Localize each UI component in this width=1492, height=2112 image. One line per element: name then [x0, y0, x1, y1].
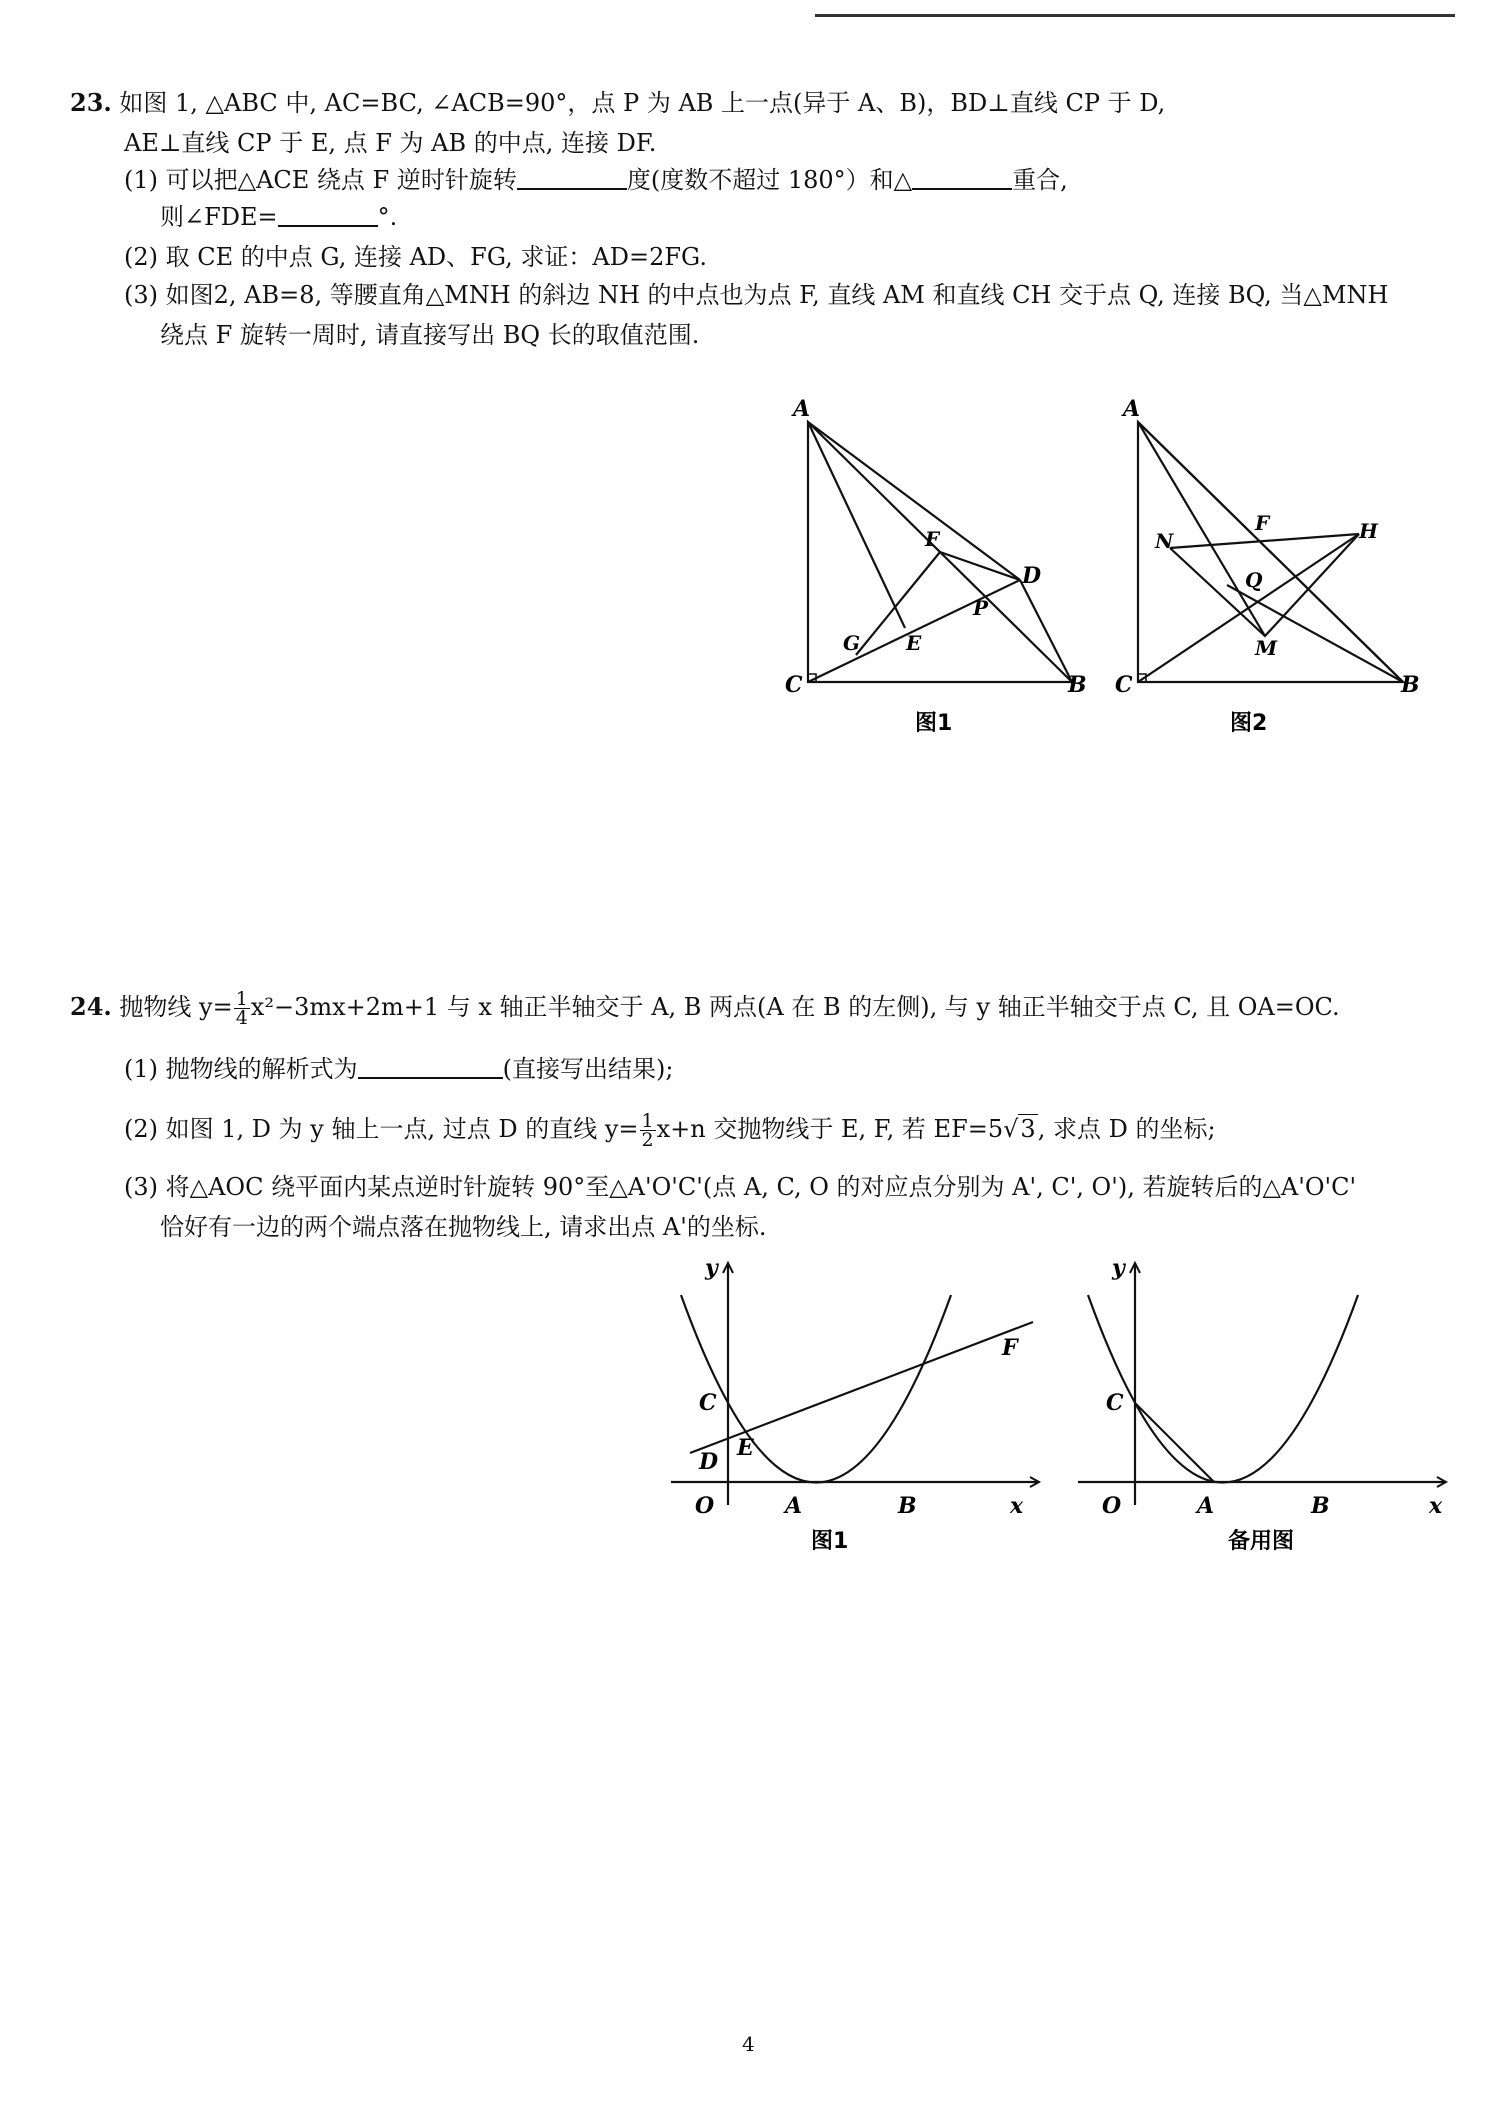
q23-f2-label-f: F: [1255, 511, 1270, 535]
q23-part1-text-c: 重合,: [1012, 166, 1068, 194]
q24-f2-caption: 备用图: [1228, 1529, 1295, 1554]
q24-p2-frac-numerator: 1: [641, 1110, 654, 1132]
q23-blank-degree[interactable]: [517, 166, 627, 190]
q24-stem-b: x²−3mx+2m+1 与 x 轴正半轴交于 A, B 两点(A 在 B 的左侧), 与 y 轴正半轴交于点 C, 且 OA=OC.: [250, 993, 1340, 1021]
q23-f2-caption: 图2: [1230, 711, 1268, 736]
q24-part1: [124, 1052, 673, 1086]
q23-part1-text-e: °.: [377, 203, 398, 231]
q23-f2-label-a: A: [1123, 396, 1141, 422]
segment-fd: [940, 552, 1020, 580]
q24-part2-fraction: [640, 1112, 656, 1149]
q23-stem1: 如图 1, △ABC 中, AC=BC, ∠ACB=90°，点 P 为 AB 上一点(异于 A、B)，BD⊥直线 CP 于 D,: [119, 89, 1166, 117]
q24-part2-text-a: (2) 如图 1, D 为 y 轴上一点, 过点 D 的直线 y=: [124, 1115, 639, 1143]
q23-part1-line1: [124, 163, 1068, 197]
q24-number: 24.: [70, 992, 112, 1021]
q24-part2: [124, 1112, 1216, 1149]
q23-part1-text-b: 度(度数不超过 180°）和△: [626, 166, 913, 194]
q24-f2-label-o: O: [1102, 1493, 1122, 1519]
q23-f2-label-q: Q: [1245, 568, 1263, 592]
q24-figure-1: [665, 1255, 1055, 1560]
segment-bd: [1020, 580, 1072, 682]
q23-stem-line2: AE⊥直线 CP 于 E, 点 F 为 AB 的中点, 连接 DF.: [124, 129, 657, 157]
q23-figure-1: [775, 380, 1105, 740]
q24-f2-label-c: C: [1106, 1390, 1124, 1416]
q24-p2-frac-denominator: 2: [641, 1129, 654, 1151]
q23-f2-label-m: M: [1255, 636, 1278, 660]
q24-stem-a: 抛物线 y=: [119, 993, 233, 1021]
q24-stem-fraction: [234, 990, 250, 1027]
q24-part2-text-c: , 求点 D 的坐标;: [1037, 1115, 1216, 1143]
q24-f1-label-f: F: [1002, 1335, 1018, 1361]
q24-f2-label-y: y: [1112, 1255, 1125, 1281]
q23-f2-label-n: N: [1155, 529, 1174, 553]
header-rule: [815, 14, 1455, 17]
q23-f1-label-d: D: [1022, 563, 1042, 589]
segment-ae: [808, 422, 905, 628]
q23-f1-label-c: C: [785, 672, 803, 698]
segment-ad: [808, 422, 1020, 580]
q23-f2-label-b: B: [1401, 672, 1420, 698]
q24-f1-label-o: O: [695, 1493, 715, 1519]
q23-f2-label-c: C: [1115, 672, 1133, 698]
q24-sqrt: √3: [1003, 1115, 1036, 1143]
q24-figure-2: [1072, 1255, 1462, 1560]
segment-ac: [1135, 1403, 1214, 1482]
q23-figure-2: [1105, 380, 1435, 740]
q23-f1-label-e: E: [906, 631, 922, 655]
q24-part1-text-a: (1) 抛物线的解析式为: [124, 1055, 358, 1083]
q24-f1-caption: 图1: [811, 1529, 849, 1554]
q24-stem: [70, 990, 1340, 1027]
q23-f1-label-g: G: [843, 631, 861, 655]
page-number: 4: [742, 2032, 755, 2056]
q24-blank-expression[interactable]: [358, 1055, 503, 1079]
q24-part3-line1: (3) 将△AOC 绕平面内某点逆时针旋转 90°至△A'O'C'(点 A, C, O 的对应点分别为 A', C', O'), 若旋转后的△A'O'C': [124, 1173, 1357, 1201]
q23-part2: (2) 取 CE 的中点 G, 连接 AD、FG, 求证：AD=2FG.: [124, 243, 707, 271]
q23-part1-line2: [160, 200, 397, 234]
q23-part3-line2: 绕点 F 旋转一周时, 请直接写出 BQ 长的取值范围.: [160, 321, 700, 349]
q23-f2-label-h: H: [1359, 519, 1378, 543]
q24-f1-label-d: D: [699, 1449, 719, 1475]
line-ch: [1138, 534, 1359, 682]
q24-f2-label-b: B: [1311, 1493, 1330, 1519]
parabola: [681, 1295, 951, 1483]
q23-part1-text-d: 则∠FDE=: [160, 203, 278, 231]
q24-part2-text-b: x+n 交抛物线于 E, F, 若 EF=5: [656, 1115, 1004, 1143]
parabola: [1088, 1295, 1358, 1483]
q24-f1-label-b: B: [898, 1493, 917, 1519]
q23-f1-caption: 图1: [915, 711, 953, 736]
q23-part1-text-a: (1) 可以把△ACE 绕点 F 逆时针旋转: [124, 166, 517, 194]
q23-f1-label-f: F: [925, 527, 940, 551]
q23-blank-triangle[interactable]: [912, 166, 1012, 190]
segment-nm-mh: [1170, 534, 1359, 636]
q23-part3-line1: (3) 如图2, AB=8, 等腰直角△MNH 的斜边 NH 的中点也为点 F, 直线 AM 和直线 CH 交于点 Q, 连接 BQ, 当△MNH: [124, 281, 1389, 309]
q24-f1-label-a: A: [785, 1493, 803, 1519]
q24-f1-label-e: E: [737, 1435, 754, 1461]
q24-f1-label-y: y: [705, 1255, 718, 1281]
q23-f1-label-b: B: [1068, 672, 1087, 698]
q23-f1-label-a: A: [793, 396, 811, 422]
q24-f1-label-x: x: [1010, 1493, 1024, 1519]
q24-part1-text-b: (直接写出结果);: [502, 1055, 674, 1083]
q23-stem-line1: [70, 86, 1165, 120]
q23-number: 23.: [70, 88, 112, 117]
q23-blank-angle[interactable]: [278, 203, 378, 227]
q24-stem-frac-numerator: 1: [235, 988, 248, 1010]
q24-stem-frac-denominator: 4: [235, 1007, 248, 1029]
q24-f2-label-a: A: [1197, 1493, 1215, 1519]
q23-f1-label-p: P: [973, 596, 989, 620]
segment-bq: [1227, 585, 1403, 682]
q24-part3-line2: 恰好有一边的两个端点落在抛物线上, 请求出点 A'的坐标.: [160, 1213, 767, 1241]
q24-f1-label-c: C: [699, 1390, 717, 1416]
line-ef: [690, 1322, 1033, 1453]
q24-f2-label-x: x: [1429, 1493, 1443, 1519]
q24-sqrt-radicand: 3: [1020, 1115, 1036, 1143]
